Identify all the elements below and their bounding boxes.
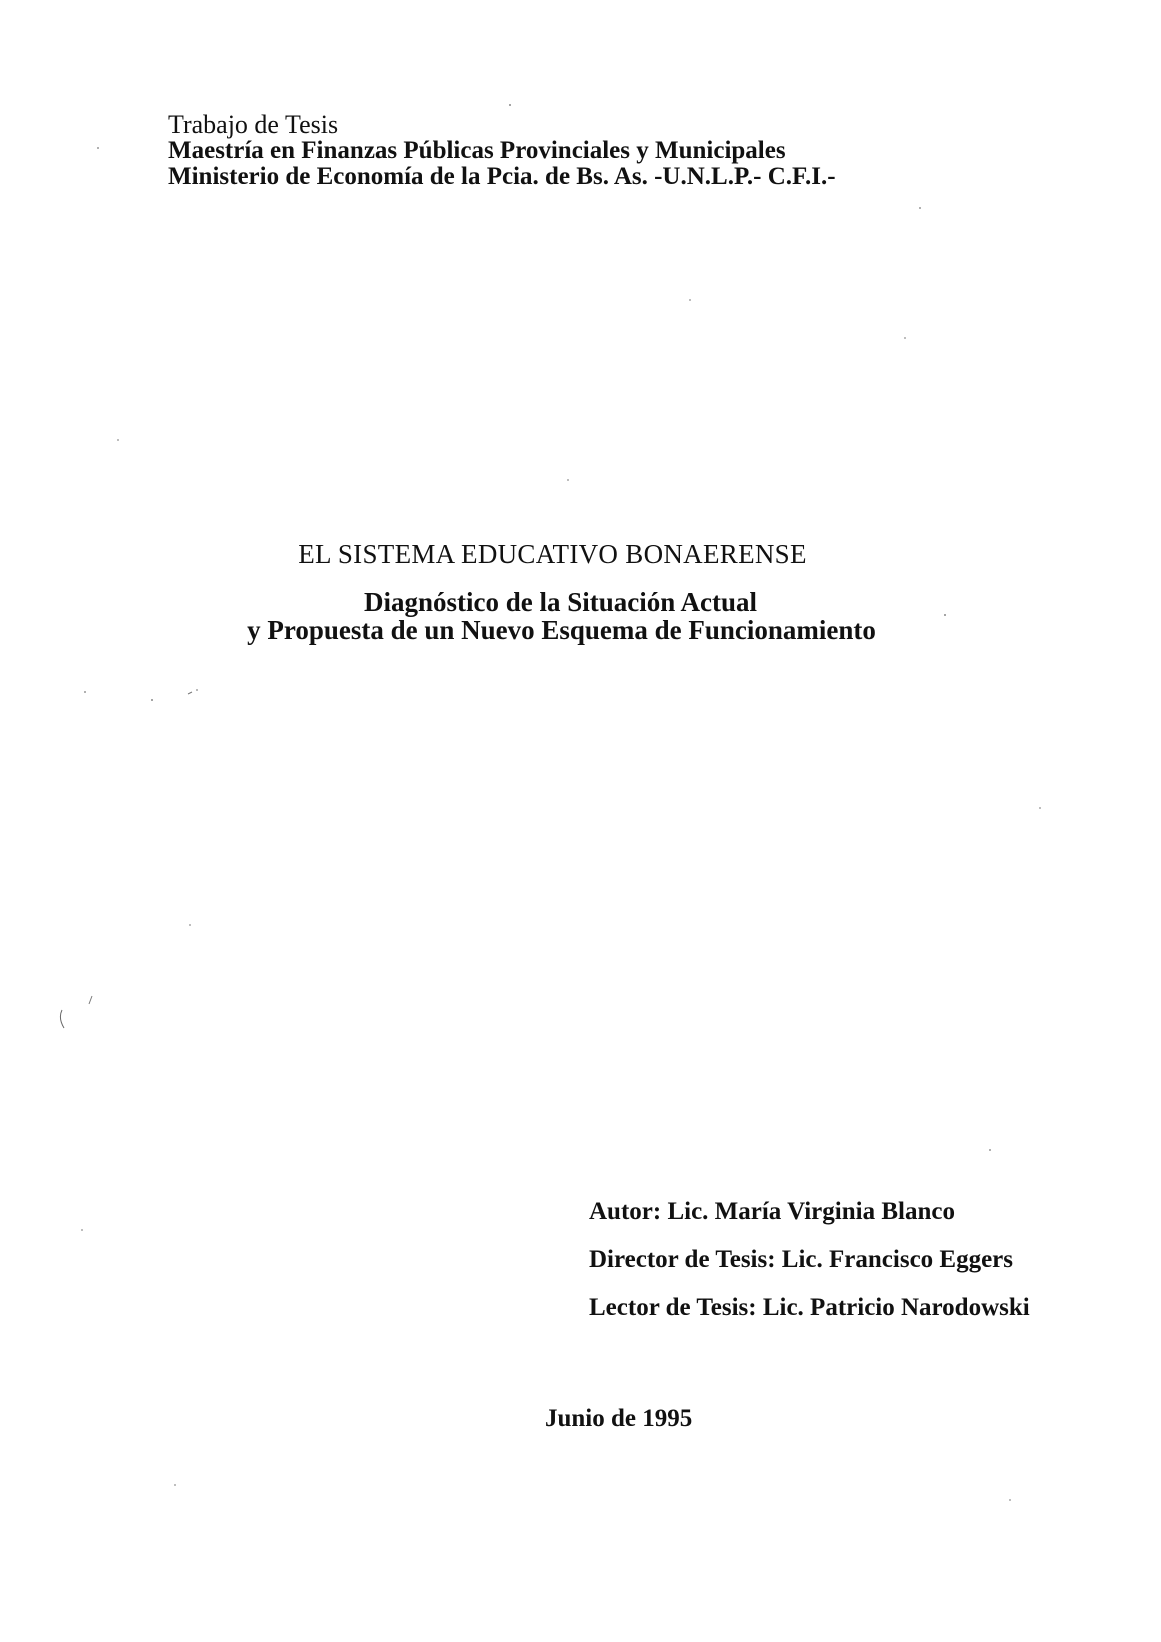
institution-header (168, 112, 836, 190)
author-line: Autor: Lic. María Virginia Blanco (589, 1198, 955, 1225)
document-subtitle (0, 588, 1161, 644)
document-title: EL SISTEMA EDUCATIVO BONAERENSE (298, 539, 807, 569)
header-thesis-label: Trabajo de Tesis (168, 110, 339, 139)
director-line: Director de Tesis: Lic. Francisco Eggers (589, 1246, 1014, 1273)
title-block (0, 538, 1161, 644)
subtitle-line-1: Diagnóstico de la Situación Actual (363, 587, 758, 617)
reader-line: Lector de Tesis: Lic. Patricio Narodowski (589, 1294, 1030, 1321)
credits-block (589, 1188, 1030, 1332)
subtitle-line-2: y Propuesta de un Nuevo Esquema de Funcionamiento (247, 615, 876, 645)
header-institutions: Ministerio de Economía de la Pcia. de Bs. As. -U.N.L.P.- C.F.I.- (168, 163, 836, 190)
document-date: Junio de 1995 (545, 1405, 693, 1432)
header-program: Maestría en Finanzas Públicas Provinciales y Municipales (168, 137, 786, 164)
